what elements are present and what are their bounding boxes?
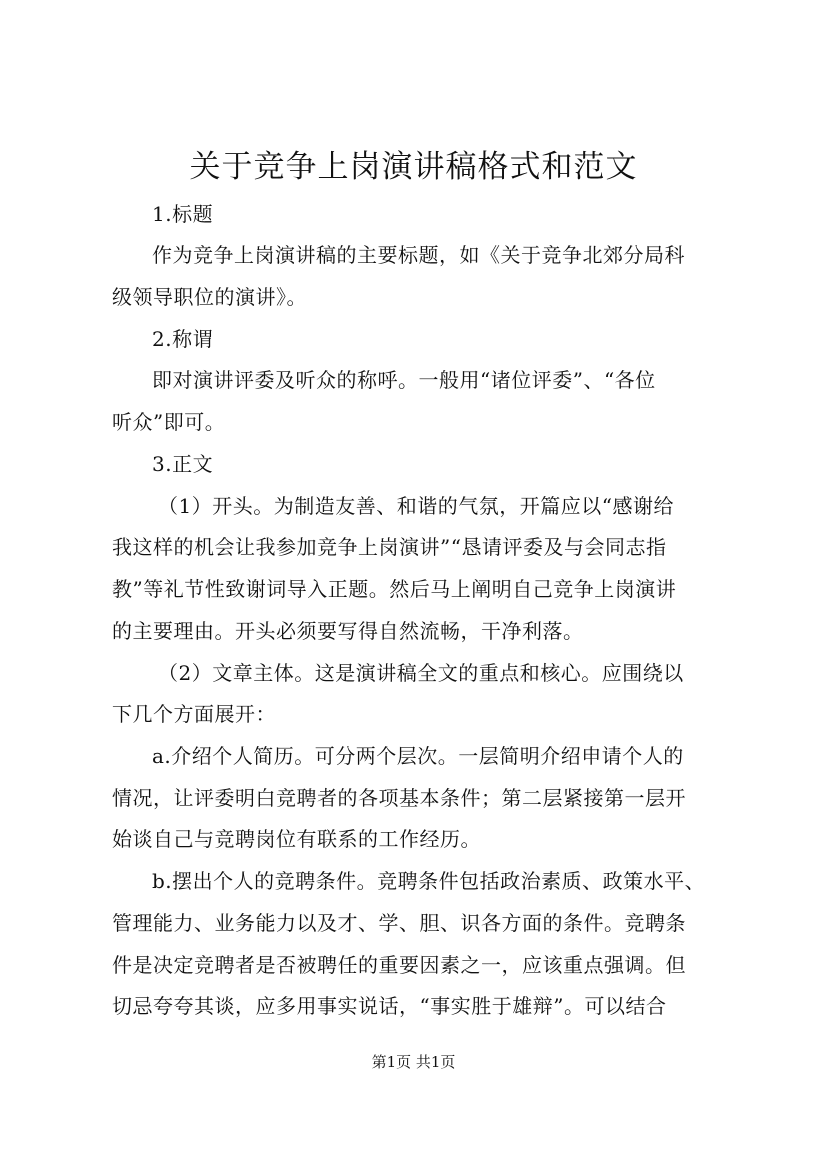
- paragraph-line: 级领导职位的演讲》。: [112, 285, 307, 309]
- heading-2: 2.称谓: [152, 327, 214, 351]
- paragraph-line: 作为竞争上岗演讲稿的主要标题，如《关于竞争北郊分局科: [152, 243, 685, 267]
- paragraph-line: 情况，让评委明白竞聘者的各项基本条件；第二层紧接第一层开: [112, 786, 686, 810]
- page-footer: 第1页 共1页: [371, 1053, 456, 1071]
- paragraph-line: 下几个方面展开：: [112, 702, 276, 726]
- document-title: 关于竞争上岗演讲稿格式和范文: [189, 149, 638, 185]
- paragraph-line: 切忌夸夸其谈，应多用事实说话，“事实胜于雄辩”。可以结合: [112, 994, 667, 1018]
- paragraph-line: 管理能力、业务能力以及才、学、胆、识各方面的条件。竞聘条: [112, 911, 686, 935]
- paragraph-line: （1）开头。为制造友善、和谐的气氛，开篇应以“感谢给: [158, 494, 674, 518]
- paragraph-line: 件是决定竞聘者是否被聘任的重要因素之一，应该重点强调。但: [112, 953, 686, 977]
- heading-3: 3.正文: [152, 452, 214, 476]
- paragraph-line: a.介绍个人简历。可分两个层次。一层简明介绍申请个人的: [152, 744, 684, 768]
- paragraph-line: 教”等礼节性致谢词导入正题。然后马上阐明自己竞争上岗演讲: [112, 577, 677, 601]
- paragraph-line: （2）文章主体。这是演讲稿全文的重点和核心。应围绕以: [158, 661, 684, 685]
- paragraph-line: 听众”即可。: [112, 410, 226, 434]
- paragraph-line: 即对演讲评委及听众的称呼。一般用“诸位评委”、“各位: [152, 368, 656, 392]
- paragraph-line: b.摆出个人的竞聘条件。竞聘条件包括政治素质、政策水平、: [152, 869, 706, 893]
- paragraph-line: 我这样的机会让我参加竞争上岗演讲”“恳请评委及与会同志指: [112, 535, 667, 559]
- heading-1: 1.标题: [152, 202, 214, 226]
- paragraph-line: 的主要理由。开头必须要写得自然流畅，干净利落。: [112, 619, 584, 643]
- paragraph-line: 始谈自己与竞聘岗位有联系的工作经历。: [112, 827, 481, 851]
